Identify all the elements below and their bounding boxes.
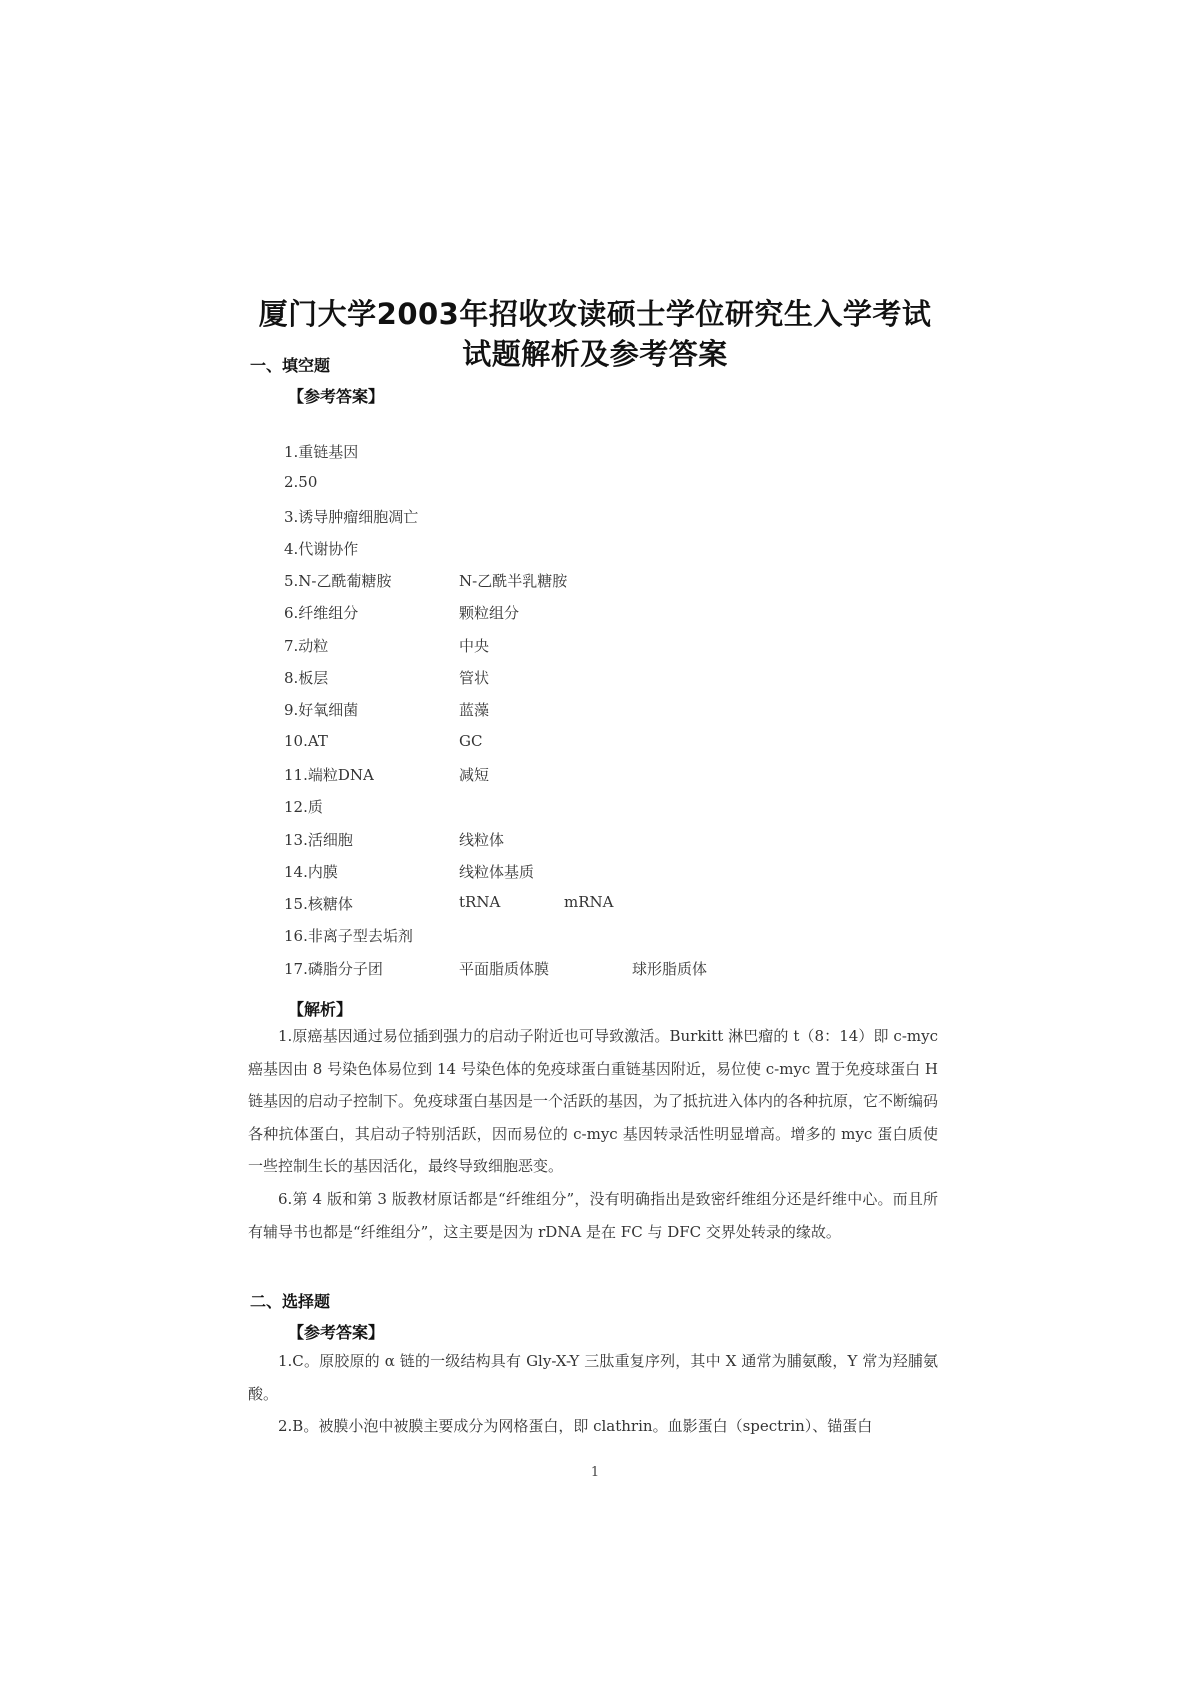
page-number: 1 bbox=[590, 1465, 600, 1480]
answer-c3: mRNA bbox=[564, 893, 614, 912]
answer-c1: 15.核糖体 bbox=[284, 895, 353, 914]
answer-c2: 线粒体 bbox=[459, 830, 505, 849]
answer-c1: 7.动粒 bbox=[284, 636, 329, 655]
answer-c1: 16.非离子型去垢剂 bbox=[284, 927, 413, 946]
section2-answer-label: 【参考答案】 bbox=[288, 1323, 385, 1342]
answer-c2: 中央 bbox=[459, 636, 490, 655]
answer-c3: 球形脂质体 bbox=[632, 959, 708, 978]
answer-c2: tRNA bbox=[459, 893, 501, 912]
answer-c2: 蓝藻 bbox=[459, 701, 490, 720]
answer-c1: 1.重链基因 bbox=[284, 443, 359, 461]
answer-c1: 9.好氧细菌 bbox=[284, 701, 359, 720]
answer-c1: 8.板层 bbox=[284, 669, 329, 688]
answer-c1: 14.内膜 bbox=[284, 862, 338, 881]
answer-c2: N-乙酰半乳糖胺 bbox=[459, 572, 568, 591]
answer-c2: 减短 bbox=[459, 765, 490, 784]
answer-c1: 11.端粒DNA bbox=[284, 765, 374, 784]
answer-c2: GC bbox=[459, 731, 483, 750]
answer-c1: 12.质 bbox=[284, 798, 323, 817]
document-title-line1: 厦门大学2003年招收攻读硕士学位研究生入学考试 bbox=[258, 297, 932, 331]
section1-answer-label: 【参考答案】 bbox=[288, 387, 385, 406]
choice-answer-1: 1.C。原胶原的 α 链的一级结构具有 Gly-X-Y 三肽重复序列，其中 X 通常为脯氨酸，Y 常为羟脯氨酸。 bbox=[248, 1352, 938, 1403]
answer-c2: 颗粒组分 bbox=[459, 604, 520, 623]
choice-answer-2: 2.B。被膜小泡中被膜主要成分为网格蛋白，即 clathrin。血影蛋白（spectrin）、锚蛋白 bbox=[278, 1417, 873, 1435]
document-title-line2: 试题解析及参考答案 bbox=[462, 337, 728, 371]
section1-heading: 一、填空题 bbox=[250, 356, 331, 375]
answer-c2: 平面脂质体膜 bbox=[459, 959, 550, 978]
answer-c2: 线粒体基质 bbox=[459, 862, 535, 881]
answer-c1: 6.纤维组分 bbox=[284, 604, 359, 623]
answer-c1: 5.N-乙酰葡糖胺 bbox=[284, 572, 392, 591]
section1-analysis-label: 【解析】 bbox=[288, 1000, 353, 1019]
section2-heading: 二、选择题 bbox=[250, 1292, 331, 1311]
analysis-paragraph-2: 6.第 4 版和第 3 版教材原话都是“纤维组分”，没有明确指出是致密纤维组分还是纤维中心。而且所有辅导书也都是“纤维组分”，这主要是因为 rDNA 是在 FC 与 DFC 交界处转录的缘故。 bbox=[248, 1190, 938, 1241]
analysis-paragraph-1: 1.原癌基因通过易位插到强力的启动子附近也可导致激活。Burkitt 淋巴瘤的 t（8：14）即 c-myc 癌基因由 8 号染色体易位到 14 号染色体的免疫球蛋白重链基因附近，易位使 c-myc 置于免疫球蛋白 H 链基因的启动子控制下。免疫球蛋白基因是一个活跃的基因，为了抵抗进入体内的各种抗原，它不断编码各种抗体蛋白，其启动子特别活跃，因而易位的 c-myc 基因转录活性明显增高。增多的 myc 蛋白质使一些控制生长的基因活化，最终导致细胞恶变。 bbox=[248, 1027, 939, 1175]
answer-c1: 2.50 bbox=[284, 473, 318, 492]
answer-c1: 3.诱导肿瘤细胞凋亡 bbox=[284, 507, 419, 526]
answer-c2: 管状 bbox=[459, 669, 490, 688]
answer-c1: 13.活细胞 bbox=[284, 830, 353, 849]
answer-c1: 4.代谢协作 bbox=[284, 539, 359, 558]
answer-c1: 17.磷脂分子团 bbox=[284, 959, 383, 978]
answer-c1: 10.AT bbox=[284, 731, 328, 750]
